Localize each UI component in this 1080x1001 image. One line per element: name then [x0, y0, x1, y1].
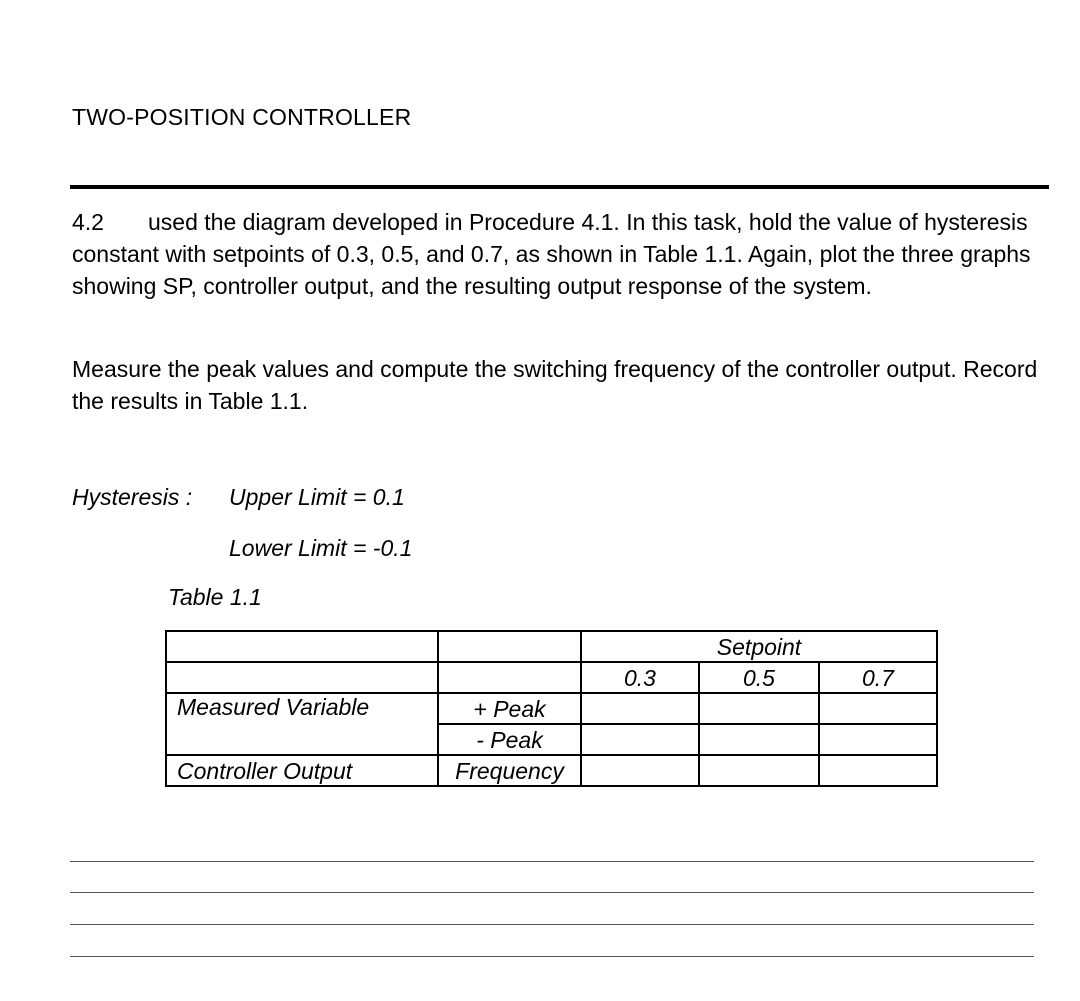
table-cell — [699, 693, 819, 724]
table-cell — [819, 755, 937, 786]
table-cell — [819, 693, 937, 724]
procedure-text: used the diagram developed in Procedure 4.1. In this task, hold the value of hysteresis constant with setpoints of 0.3, 0.5, and 0.7, as shown in Table 1.1. Again, plot the three graphs showing SP, controller output, and the resulting output response of the system. — [72, 209, 1031, 299]
hysteresis-label: Hysteresis : — [72, 484, 193, 510]
results-table — [165, 630, 938, 787]
table-caption: Table 1.1 — [168, 584, 262, 610]
procedure-number: 4.2 — [72, 209, 104, 235]
header-divider — [70, 185, 1049, 189]
procedure-paragraph — [72, 206, 1052, 302]
minus-peak-label: - Peak — [438, 724, 581, 755]
lower-limit: Lower Limit = -0.1 — [229, 535, 413, 561]
answer-line — [70, 892, 1034, 893]
answer-line — [70, 924, 1034, 925]
table-cell — [438, 662, 581, 693]
answer-line — [70, 956, 1034, 957]
table-row — [166, 631, 937, 662]
table-cell — [699, 755, 819, 786]
table-row — [166, 693, 937, 724]
table-cell — [166, 662, 438, 693]
page-title: TWO-POSITION CONTROLLER — [72, 104, 412, 130]
table-cell — [438, 631, 581, 662]
controller-output-label: Controller Output — [166, 755, 438, 786]
answer-line — [70, 861, 1034, 862]
table-cell — [699, 724, 819, 755]
frequency-label: Frequency — [438, 755, 581, 786]
table-cell — [166, 631, 438, 662]
setpoint-0.3: 0.3 — [581, 662, 699, 693]
instruction-paragraph: Measure the peak values and compute the switching frequency of the controller output. Record the results in Table 1.1. — [72, 356, 1038, 414]
table-row — [166, 662, 937, 693]
upper-limit: Upper Limit = 0.1 — [229, 484, 405, 510]
table-cell — [581, 724, 699, 755]
measured-variable-label: Measured Variable — [166, 693, 438, 755]
table-row — [166, 755, 937, 786]
table-cell — [581, 693, 699, 724]
table-cell — [819, 724, 937, 755]
plus-peak-label: + Peak — [438, 693, 581, 724]
setpoint-0.5: 0.5 — [699, 662, 819, 693]
table-cell — [581, 755, 699, 786]
setpoint-header: Setpoint — [581, 631, 937, 662]
setpoint-0.7: 0.7 — [819, 662, 937, 693]
